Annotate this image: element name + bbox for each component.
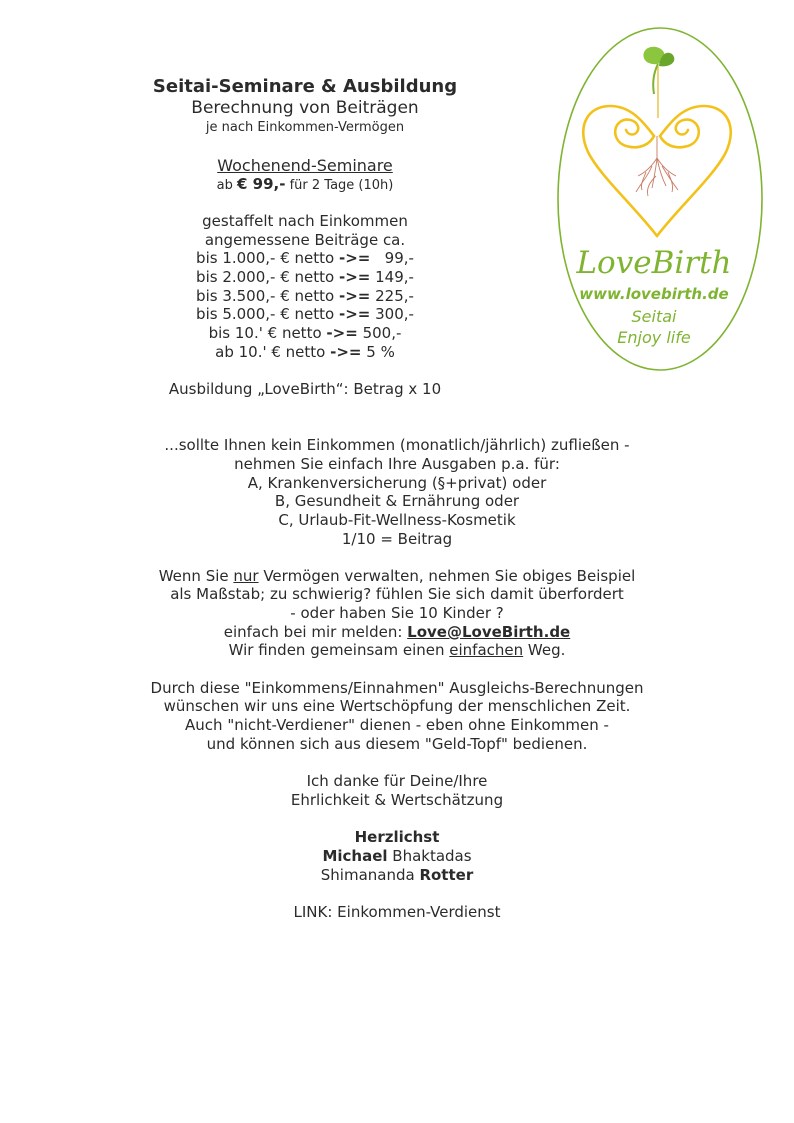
signature-text: Bhaktadas: [387, 847, 472, 865]
assets-text: einfach bei mir melden:: [223, 623, 408, 641]
no-income-line: ...sollte Ihnen kein Einkommen (monatlich/jährlich) zufließen -: [164, 436, 630, 454]
training-line: Ausbildung „LoveBirth“: Betrag x 10: [168, 380, 442, 398]
page-subsubtitle: je nach Einkommen-Vermögen: [205, 120, 405, 135]
assets-line-2: als Maßstab; zu schwierig? fühlen Sie sich damit überfordert: [170, 585, 624, 603]
signature-bold: Rotter: [419, 866, 474, 884]
price-value: € 99,-: [236, 175, 286, 193]
tier-label: bis 10.' € netto: [208, 324, 322, 342]
assets-text: Wir finden gemeinsam einen: [228, 641, 450, 659]
logo-tag-1: Seitai: [631, 307, 677, 326]
no-income-line: 1/10 = Beitrag: [341, 530, 453, 548]
logo-url: www.lovebirth.de: [579, 285, 729, 303]
thanks-line-1: Ich danke für Deine/Ihre: [306, 772, 488, 790]
tier-value: 300,-: [375, 305, 414, 323]
tiers-intro-1: gestaffelt nach Einkommen: [202, 212, 408, 230]
tier-row: [209, 324, 402, 343]
compensation-line: Durch diese "Einkommens/Einnahmen" Ausgleichs-Berechnungen: [150, 679, 644, 697]
tier-row: [196, 268, 414, 287]
tier-row: [196, 287, 414, 306]
underlined-word: einfachen: [449, 641, 524, 659]
logo-tag-2: Enjoy life: [617, 328, 691, 347]
price-prefix: ab: [216, 178, 233, 193]
no-income-line: nehmen Sie einfach Ihre Ausgaben p.a. für:: [234, 455, 560, 473]
tier-arrow: ->=: [338, 268, 371, 286]
tier-value: 225,-: [375, 287, 414, 305]
signature-name-2: [321, 866, 473, 885]
signature-greeting: Herzlichst: [354, 828, 440, 846]
page-title: Seitai-Seminare & Ausbildung: [152, 76, 458, 97]
page-subtitle: Berechnung von Beiträgen: [191, 98, 419, 118]
tier-label: bis 3.500,- € netto: [196, 287, 335, 305]
weekend-heading: Wochenend-Seminare: [217, 156, 393, 175]
no-income-line: A, Krankenversicherung (§+privat) oder: [247, 474, 547, 492]
signature-name-1: [322, 847, 471, 866]
tier-value: 5 %: [366, 343, 395, 361]
assets-text: Vermögen verwalten, nehmen Sie obiges Beispiel: [258, 567, 636, 585]
price-suffix: für 2 Tage (10h): [289, 178, 394, 193]
weekend-price-line: [217, 176, 394, 194]
tier-value: 99,-: [375, 249, 414, 267]
tier-label: bis 5.000,- € netto: [196, 305, 335, 323]
tier-arrow: ->=: [338, 249, 371, 267]
underlined-word: nur: [233, 567, 259, 585]
tier-label: ab 10.' € netto: [215, 343, 326, 361]
heart-icon: [583, 106, 730, 236]
assets-line-4: [224, 623, 570, 642]
assets-text: Weg.: [523, 641, 566, 659]
no-income-line: B, Gesundheit & Ernährung oder: [274, 492, 520, 510]
assets-text: Wenn Sie: [158, 567, 234, 585]
no-income-line: C, Urlaub-Fit-Wellness-Kosmetik: [278, 511, 516, 529]
tier-value: 149,-: [375, 268, 414, 286]
tier-value: 500,-: [362, 324, 402, 342]
signature-text: Shimananda: [320, 866, 420, 884]
tier-row: [215, 343, 395, 362]
sprout-icon: [643, 47, 674, 118]
signature-bold: Michael: [322, 847, 388, 865]
tier-label: bis 1.000,- € netto: [196, 249, 335, 267]
assets-line-5: [229, 641, 566, 660]
assets-line-3: - oder haben Sie 10 Kinder ?: [290, 604, 504, 622]
compensation-line: und können sich aus diesem "Geld-Topf" bedienen.: [206, 735, 588, 753]
tier-arrow: ->=: [338, 305, 371, 323]
tier-arrow: ->=: [338, 287, 371, 305]
tier-arrow: ->=: [330, 343, 362, 361]
lovebirth-logo: [556, 26, 764, 372]
link-line[interactable]: LINK: Einkommen-Verdienst: [293, 903, 501, 921]
thanks-line-2: Ehrlichkeit & Wertschätzung: [290, 791, 504, 809]
tier-row: [196, 305, 414, 324]
tier-arrow: ->=: [326, 324, 358, 342]
tiers-intro-2: angemessene Beiträge ca.: [204, 231, 406, 249]
compensation-line: Auch "nicht-Verdiener" dienen - eben ohne Einkommen -: [185, 716, 609, 734]
tier-row: [196, 249, 414, 268]
email-link[interactable]: Love@LoveBirth.de: [407, 623, 571, 641]
assets-line-1: [159, 567, 636, 586]
tier-label: bis 2.000,- € netto: [196, 268, 335, 286]
logo-brand: LoveBirth: [576, 245, 732, 281]
compensation-line: wünschen wir uns eine Wertschöpfung der menschlichen Zeit.: [163, 697, 631, 715]
